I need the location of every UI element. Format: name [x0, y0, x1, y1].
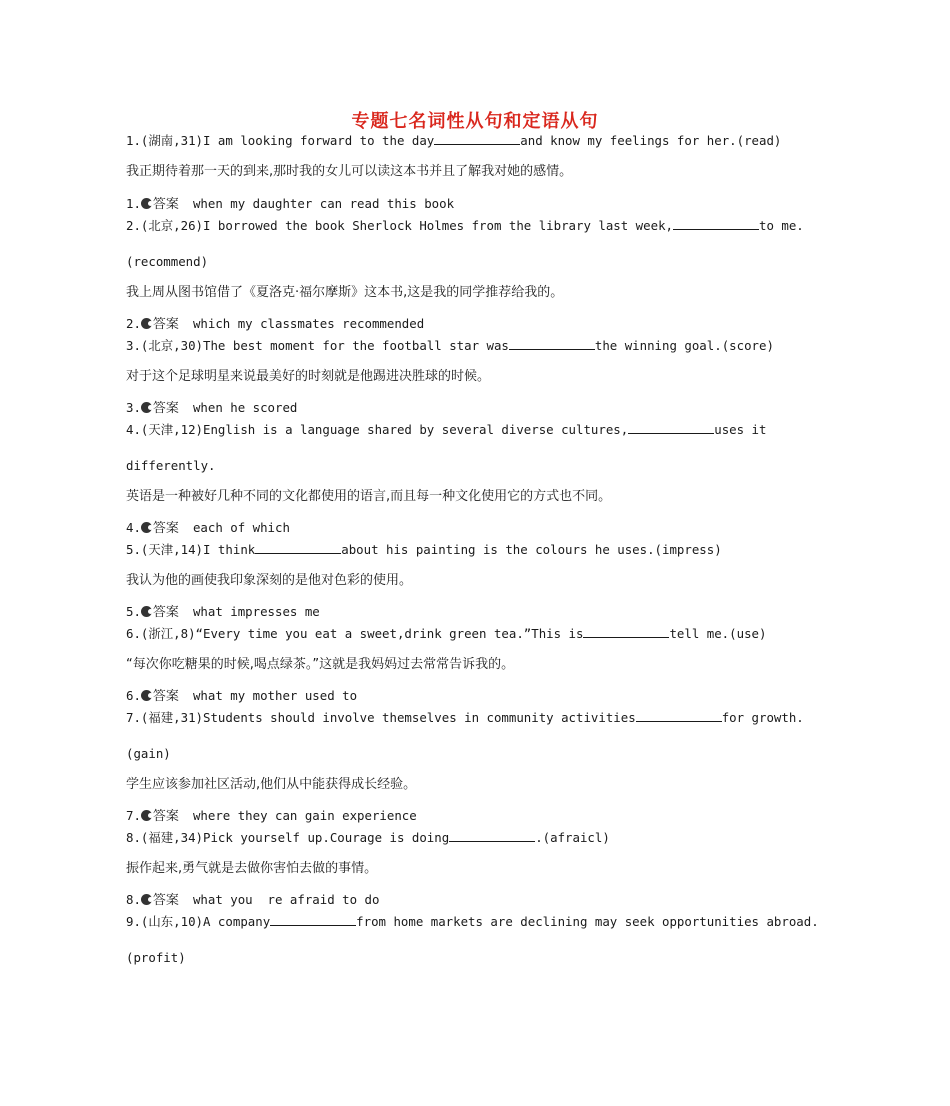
question-number: 8.	[126, 830, 141, 845]
question-9	[126, 913, 819, 931]
answer-blank	[434, 132, 520, 145]
answer-blank	[270, 913, 356, 926]
question-number: 5.	[126, 542, 141, 557]
question-8	[126, 829, 610, 847]
question-source: (北京,30)	[140, 338, 204, 353]
answer-text: which my classmates recommended	[192, 316, 425, 331]
answer-7	[126, 807, 417, 826]
question-text-before: Students should involve themselves in community activities	[203, 710, 636, 725]
question-number: 4.	[126, 422, 141, 437]
answer-text: what impresses me	[192, 604, 320, 619]
answer-text: what my mother used to	[192, 688, 358, 703]
question-number: 2.	[126, 218, 141, 233]
question-text-before: English is a language shared by several diverse cultures,	[203, 422, 629, 437]
answer-icon	[141, 402, 152, 413]
question-source: (山东,10)	[140, 914, 204, 929]
answer-icon	[141, 606, 152, 617]
answer-number: 3.	[126, 400, 141, 415]
question-text-after: from home markets are declining may seek opportunities abroad.	[356, 914, 819, 929]
question-source: (福建,31)	[140, 710, 204, 725]
question-4	[126, 421, 766, 439]
answer-icon	[141, 690, 152, 701]
answer-text: each of which	[192, 520, 290, 535]
question-6	[126, 625, 766, 643]
question-text-before: “Every time you eat a sweet,drink green tea.”This is	[195, 626, 584, 641]
question-text-before: I borrowed the book Sherlock Holmes from the library last week,	[203, 218, 673, 233]
question-source: (湖南,31)	[140, 133, 204, 148]
question-7	[126, 709, 804, 727]
question-number: 6.	[126, 626, 141, 641]
answer-label: 答案	[152, 521, 179, 536]
question-number: 3.	[126, 338, 141, 353]
question-1-translation: 我正期待着那一天的到来,那时我的女儿可以读这本书并且了解我对她的感情。	[126, 164, 573, 179]
answer-3	[126, 399, 297, 418]
answer-icon	[141, 198, 152, 209]
answer-6	[126, 687, 357, 706]
question-source: (浙江,8)	[140, 626, 196, 641]
question-text-before: I am looking forward to the day	[203, 133, 435, 148]
question-source: (天津,12)	[140, 422, 204, 437]
answer-label: 答案	[152, 893, 179, 908]
question-text-after: to me.	[758, 218, 804, 233]
question-1	[126, 132, 781, 150]
answer-icon	[141, 522, 152, 533]
question-source: (天津,14)	[140, 542, 204, 557]
answer-label: 答案	[152, 317, 179, 332]
question-text-after: tell me.(use)	[669, 626, 767, 641]
answer-8	[126, 891, 379, 910]
question-9-hint: (profit)	[126, 950, 186, 965]
question-text-after: and know my feelings for her.(read)	[520, 133, 782, 148]
question-2-translation: 我上周从图书馆借了《夏洛克·福尔摩斯》这本书,这是我的同学推荐给我的。	[126, 285, 564, 300]
question-text-after: for growth.	[721, 710, 804, 725]
answer-icon	[141, 894, 152, 905]
answer-5	[126, 603, 320, 622]
question-7-translation: 学生应该参加社区活动,他们从中能获得成长经验。	[126, 777, 417, 792]
question-8-translation: 振作起来,勇气就是去做你害怕去做的事情。	[126, 861, 378, 876]
question-number: 1.	[126, 133, 141, 148]
question-text-before: Pick yourself up.Courage is doing	[203, 830, 450, 845]
answer-number: 4.	[126, 520, 141, 535]
answer-blank	[255, 541, 341, 554]
answer-number: 2.	[126, 316, 141, 331]
answer-label: 答案	[152, 809, 179, 824]
question-5	[126, 541, 722, 559]
answer-text: when my daughter can read this book	[192, 196, 455, 211]
answer-blank	[636, 709, 722, 722]
answer-icon	[141, 810, 152, 821]
answer-blank	[509, 337, 595, 350]
question-2	[126, 217, 804, 235]
question-number: 7.	[126, 710, 141, 725]
question-text-before: A company	[203, 914, 271, 929]
question-text-after: about his painting is the colours he uses.(impress)	[341, 542, 722, 557]
question-4-continuation: differently.	[126, 458, 216, 473]
answer-icon	[141, 318, 152, 329]
answer-number: 5.	[126, 604, 141, 619]
question-3	[126, 337, 774, 355]
answer-label: 答案	[152, 689, 179, 704]
answer-text: what you re afraid to do	[192, 892, 380, 907]
question-5-translation: 我认为他的画使我印象深刻的是他对色彩的使用。	[126, 573, 413, 588]
question-text-before: The best moment for the football star was	[203, 338, 509, 353]
question-text-before: I think	[203, 542, 256, 557]
question-text-after: the winning goal.(score)	[594, 338, 774, 353]
question-2-hint: (recommend)	[126, 254, 209, 269]
question-number: 9.	[126, 914, 141, 929]
answer-text: where they can gain experience	[192, 808, 417, 823]
question-text-after: uses it	[714, 422, 767, 437]
page-title: 专题七名词性从句和定语从句	[351, 111, 599, 132]
question-source: (北京,26)	[140, 218, 204, 233]
answer-blank	[583, 625, 669, 638]
answer-2	[126, 315, 424, 334]
answer-text: when he scored	[192, 400, 298, 415]
question-text-after: .(afraicl)	[535, 830, 610, 845]
answer-label: 答案	[152, 605, 179, 620]
answer-blank	[673, 217, 759, 230]
answer-label: 答案	[152, 197, 179, 212]
question-source: (福建,34)	[140, 830, 204, 845]
answer-blank	[628, 421, 714, 434]
question-3-translation: 对于这个足球明星来说最美好的时刻就是他踢进决胜球的时候。	[126, 369, 491, 384]
question-4-translation: 英语是一种被好几种不同的文化都使用的语言,而且每一种文化使用它的方式也不同。	[126, 489, 612, 504]
answer-number: 8.	[126, 892, 141, 907]
answer-number: 6.	[126, 688, 141, 703]
question-7-hint: (gain)	[126, 746, 171, 761]
answer-blank	[449, 829, 535, 842]
answer-label: 答案	[152, 401, 179, 416]
question-6-translation: “每次你吃糖果的时候,喝点绿茶。”这就是我妈妈过去常常告诉我的。	[126, 657, 515, 672]
answer-number: 7.	[126, 808, 141, 823]
answer-number: 1.	[126, 196, 141, 211]
answer-4	[126, 519, 290, 538]
answer-1	[126, 195, 454, 214]
